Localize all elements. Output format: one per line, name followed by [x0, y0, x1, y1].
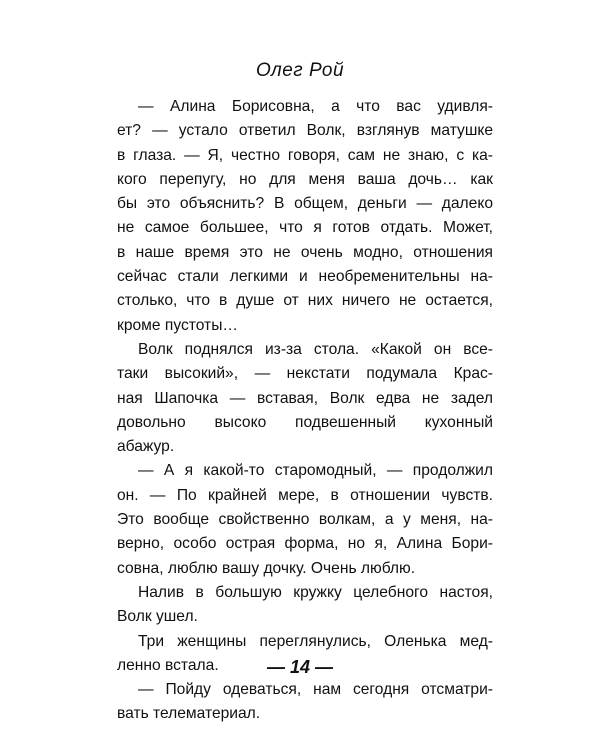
- text-line: вать телематериал.: [117, 705, 261, 723]
- text-line: не самое большее, что я готов отдать. Может,: [117, 219, 493, 237]
- text-line: абажур.: [117, 438, 175, 456]
- text-line: ет? — устало ответил Волк, взглянув матушке: [117, 122, 493, 140]
- text-line: ленно встала.: [117, 656, 219, 674]
- text-line: Это вообще свойственно волкам, а у меня, на-: [117, 511, 493, 529]
- text-line: таки высокий», — некстати подумала Крас-: [117, 365, 493, 383]
- text-line: Волк поднялся из-за стола. «Какой он все-: [138, 340, 493, 358]
- text-line: кого перепугу, но для меня ваша дочь… как: [117, 170, 493, 188]
- text-line: в глаза. — Я, честно говоря, сам не знаю, с ка-: [117, 146, 493, 164]
- body-text: [117, 95, 493, 727]
- text-line: Волк ушел.: [117, 608, 198, 626]
- text-line: Налив в большую кружку целебного настоя,: [138, 583, 493, 601]
- text-line: столько, что в душе от них ничего не остается,: [117, 292, 493, 310]
- text-line: он. — По крайней мере, в отношении чувств.: [117, 486, 493, 504]
- text-line: кроме пустоты…: [117, 316, 238, 334]
- page-number: — 14 —: [266, 657, 334, 677]
- text-line: сейчас стали легкими и необременительны на-: [117, 268, 493, 286]
- text-line: ная Шапочка — вставая, Волк едва не задел: [117, 389, 493, 407]
- running-header-author: Олег Рой: [255, 60, 345, 81]
- text-line: совна, люблю вашу дочку. Очень люблю.: [117, 559, 416, 577]
- text-line: верно, особо острая форма, но я, Алина Бори-: [117, 535, 493, 553]
- text-line: в наше время это не очень модно, отношения: [117, 243, 493, 261]
- text-line: — Алина Борисовна, а что вас удивля-: [138, 98, 493, 115]
- text-line: — А я какой-то старомодный, — продолжил: [138, 462, 493, 480]
- text-line: — Пойду одеваться, нам сегодня отсматри-: [138, 681, 493, 699]
- text-line: Три женщины переглянулись, Оленька мед-: [138, 632, 493, 650]
- text-line: довольно высоко подвешенный кухонный: [117, 413, 493, 431]
- text-line: бы это объяснить? В общем, деньги — далеко: [117, 195, 493, 213]
